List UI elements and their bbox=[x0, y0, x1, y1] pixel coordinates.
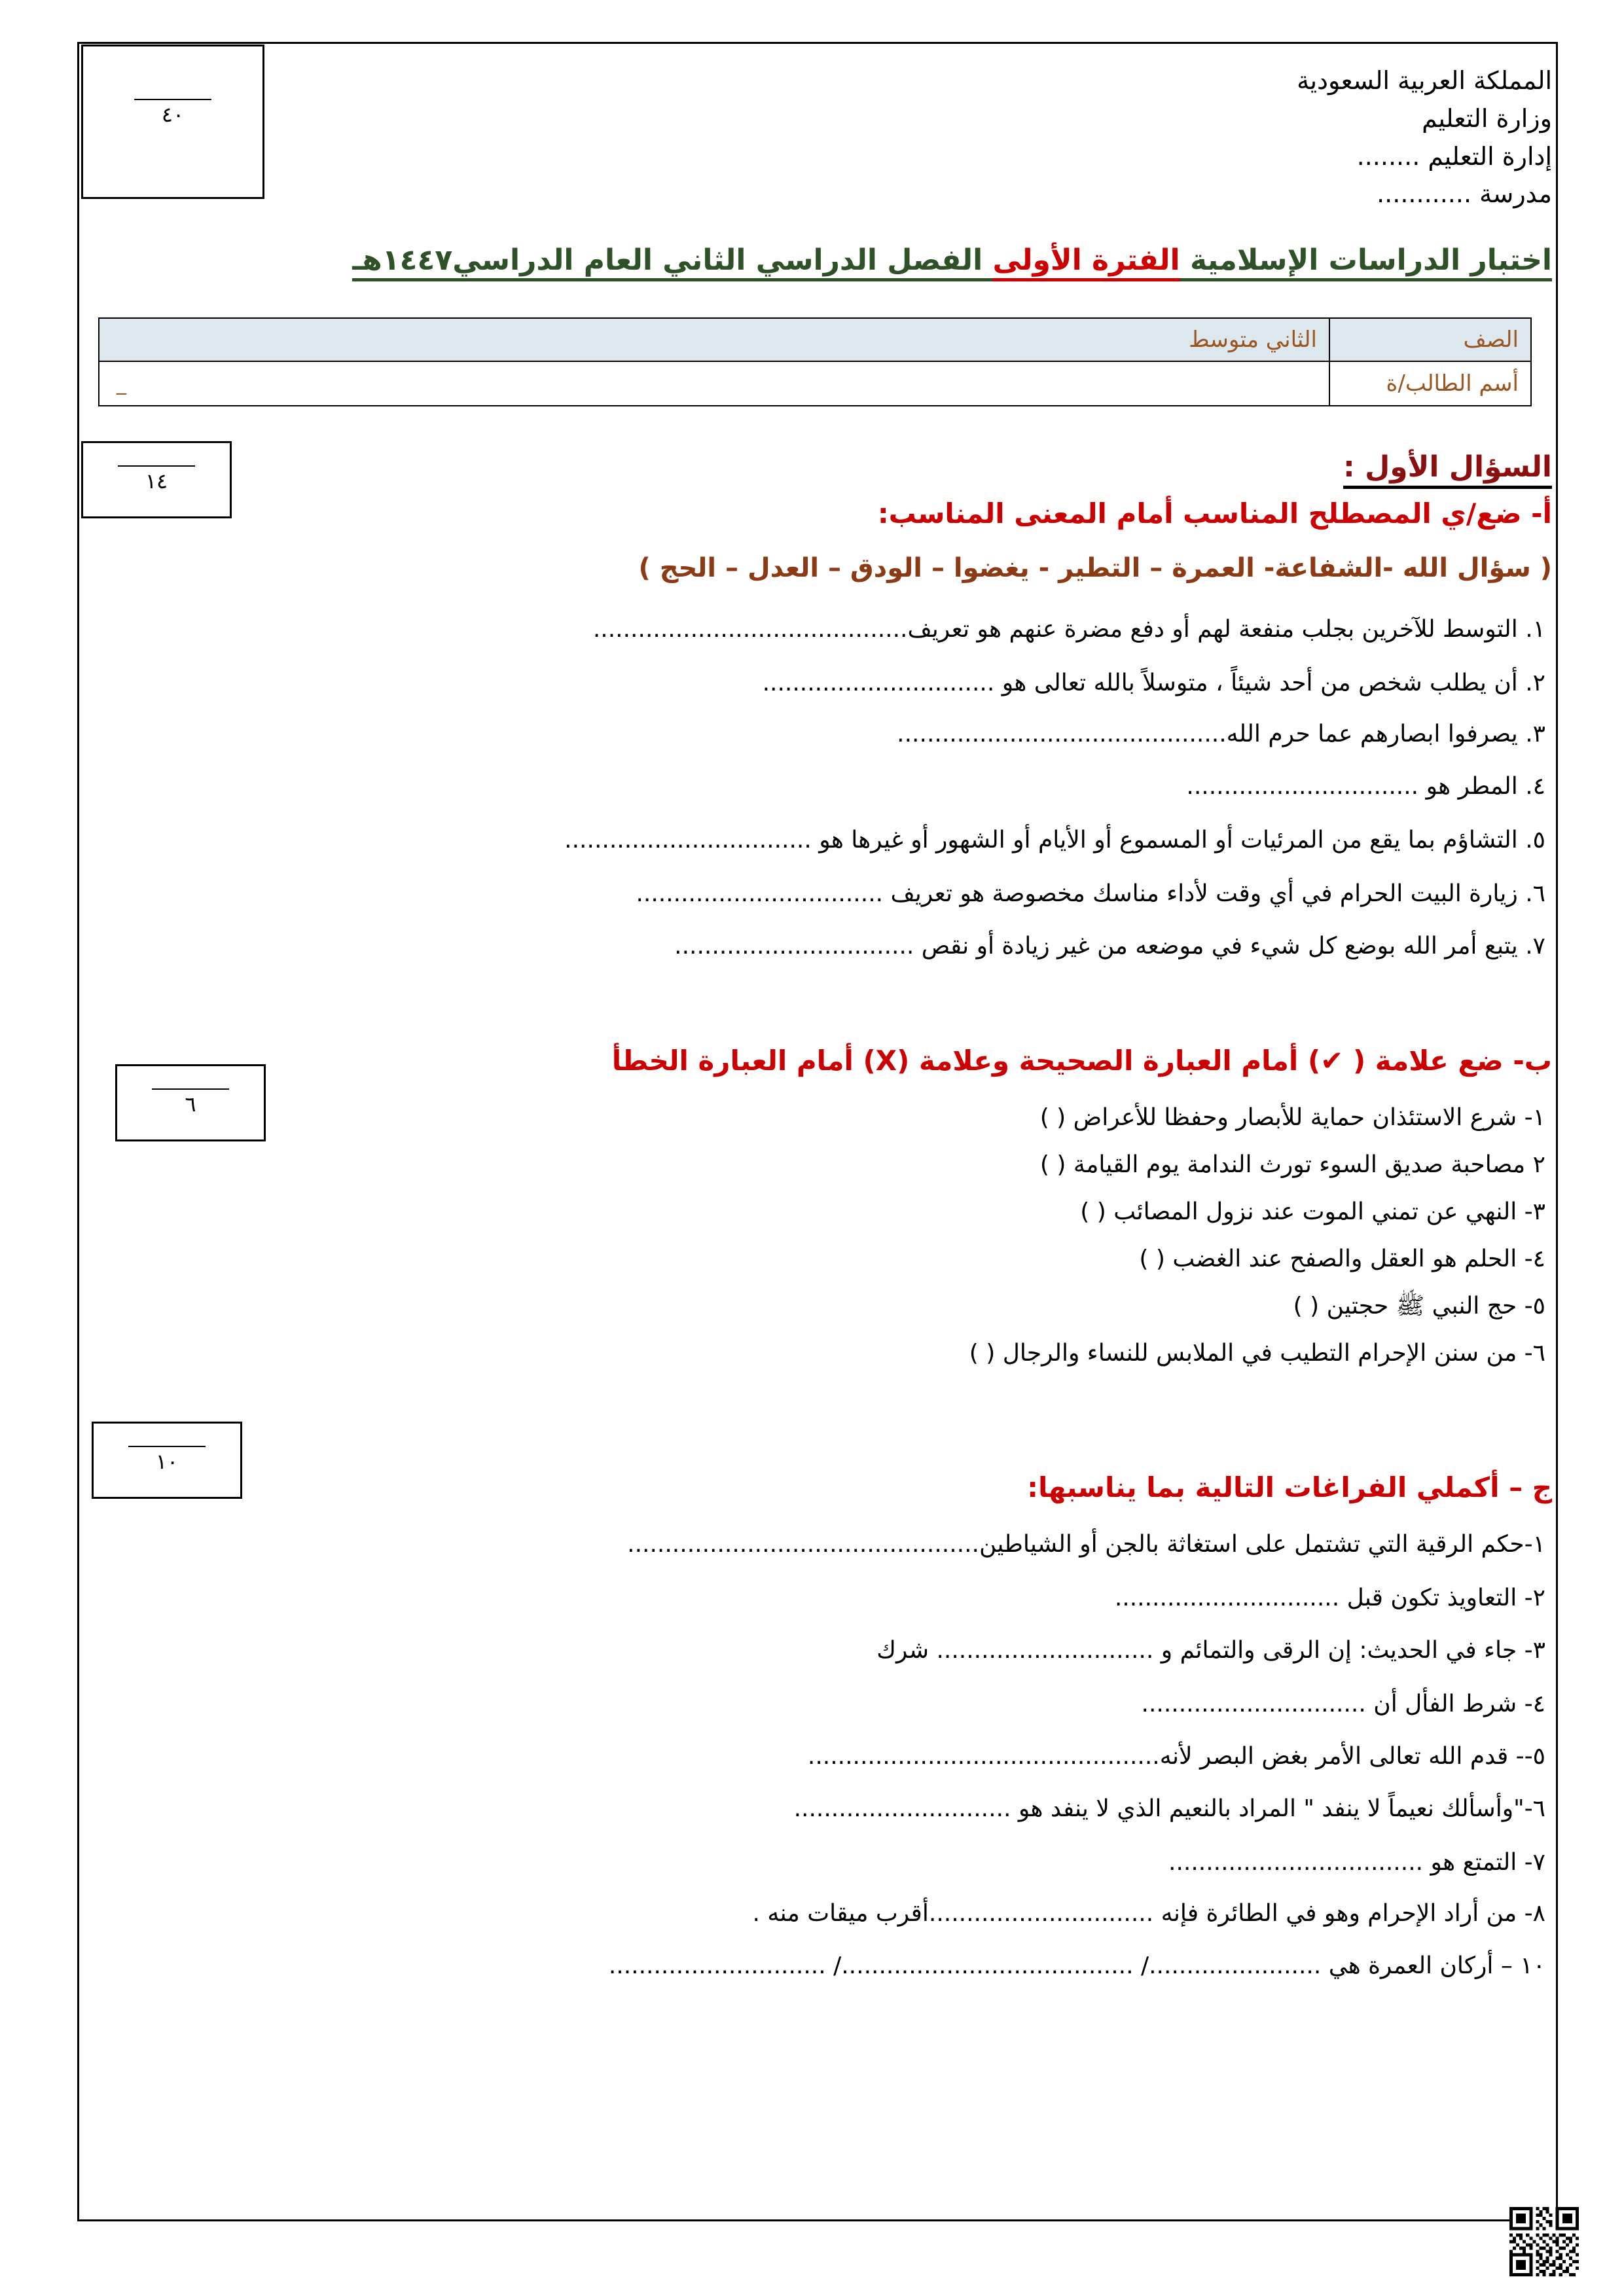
section-a-item-5[interactable]: ٥. التشاؤم بما يقع من المرئيات أو المسموع أو الأيام أو الشهور أو غيرها هو ................................. bbox=[564, 827, 1545, 853]
section-c-item-7[interactable]: ٧- التمتع هو .................................. bbox=[1168, 1849, 1545, 1876]
section-a-item-2[interactable]: ٢. أن يطلب شخص من أحد شيئاً ، متوسلاً بالله تعالى هو ............................... bbox=[762, 670, 1545, 696]
section-a-word-bank: ( سؤال الله -الشفاعة- العمرة – التطير - يغضوا – الودق – العدل – الحج ) bbox=[638, 553, 1552, 583]
total-score-fraction bbox=[134, 99, 212, 145]
class-value[interactable]: الثاني متوسط bbox=[99, 318, 1329, 361]
total-score-value: ٤٠ bbox=[161, 102, 185, 127]
section-a-score-box bbox=[81, 441, 232, 518]
section-b-item-2[interactable]: ٢ مصاحبة صديق السوء تورث الندامة يوم القيامة ( ) bbox=[1039, 1151, 1545, 1178]
exam-title bbox=[352, 243, 1552, 277]
exam-title-period-highlight: الفترة الأولى bbox=[992, 243, 1180, 281]
student-name-label: أسم الطالب/ة bbox=[1329, 361, 1531, 406]
exam-title-part1: اختبار الدراسات الإسلامية bbox=[1180, 243, 1552, 281]
section-b-score-fraction bbox=[151, 1088, 230, 1117]
qr-code bbox=[1509, 2207, 1579, 2276]
section-b-item-3[interactable]: ٣- النهي عن تمني الموت عند نزول المصائب ( ) bbox=[1080, 1198, 1545, 1225]
question-one-title bbox=[308, 450, 1552, 484]
section-b-item-5[interactable]: ٥- حج النبي ﷺ حجتين ( ) bbox=[1293, 1293, 1545, 1319]
section-c-score-box bbox=[92, 1422, 242, 1499]
section-c-item-8[interactable]: ٨- من أراد الإحرام وهو في الطائرة فإنه ..............................أقرب ميقات منه . bbox=[752, 1900, 1545, 1927]
section-c-item-3[interactable]: ٣- جاء في الحديث: إن الرقى والتمائم و ............................. شرك bbox=[876, 1637, 1545, 1664]
question-one-title-text: السؤال الأول : bbox=[1343, 450, 1552, 489]
section-c-score-fraction bbox=[128, 1446, 206, 1475]
section-b-item-1[interactable]: ١- شرع الاستئذان حماية للأبصار وحفظا للأعراض ( ) bbox=[1039, 1104, 1545, 1131]
section-a-item-6[interactable]: ٦. زيارة البيت الحرام في أي وقت لأداء مناسك مخصوصة هو تعريف ................................. bbox=[636, 880, 1545, 907]
class-label: الصف bbox=[1329, 318, 1531, 361]
section-b-score-value: ٦ bbox=[185, 1092, 196, 1117]
section-a-score-value: ١٤ bbox=[145, 469, 168, 493]
header-line-country: المملكة العربية السعودية bbox=[1297, 66, 1552, 95]
section-a-item-1[interactable]: ١. التوسط للآخرين بجلب منفعة لهم أو دفع مضرة عنهم هو تعريف.......................................... bbox=[592, 616, 1545, 643]
section-c-item-4[interactable]: ٤- شرط الفأل أن .............................. bbox=[1141, 1691, 1545, 1717]
student-name-input[interactable]: _ bbox=[99, 361, 1329, 406]
section-c-score-value: ١٠ bbox=[155, 1449, 179, 1474]
table-row-student-name bbox=[99, 361, 1531, 406]
section-c-item-1[interactable]: ١-حكم الرقية التي تشتمل على استغاثة بالجن أو الشياطين............................................... bbox=[627, 1531, 1545, 1558]
student-info-table bbox=[98, 317, 1532, 406]
section-c-item-6[interactable]: ٦-"وأسألك نعيماً لا ينفد " المراد بالنعيم الذي لا ينفد هو ............................. bbox=[793, 1795, 1545, 1822]
total-score-box bbox=[81, 45, 264, 199]
exam-title-part2: الفصل الدراسي الثاني العام الدراسي١٤٤٧هـ bbox=[352, 243, 992, 281]
header-line-directorate: إدارة التعليم ........ bbox=[1356, 141, 1552, 171]
section-c-heading: ج – أكملي الفراغات التالية بما يناسبها: bbox=[1027, 1471, 1552, 1503]
header-line-ministry: وزارة التعليم bbox=[1422, 103, 1552, 133]
section-a-item-4[interactable]: ٤. المطر هو ............................... bbox=[1186, 773, 1545, 800]
section-b-item-4[interactable]: ٤- الحلم هو العقل والصفح عند الغضب ( ) bbox=[1139, 1246, 1545, 1272]
section-c-item-5[interactable]: ٥-- قدم الله تعالى الأمر بغض البصر لأنه............................................... bbox=[807, 1743, 1545, 1770]
institution-header bbox=[701, 62, 1552, 213]
section-a-item-7[interactable]: ٧. يتبع أمر الله بوضع كل شيء في موضعه من غير زيادة أو نقص ................................ bbox=[674, 933, 1545, 960]
header-line-school: مدرسة ............ bbox=[1377, 179, 1552, 209]
table-row-class bbox=[99, 318, 1531, 361]
section-a-item-3[interactable]: ٣. يصرفوا ابصارهم عما حرم الله............................................ bbox=[897, 721, 1545, 747]
qr-code-graphic bbox=[1509, 2207, 1579, 2276]
section-a-score-fraction bbox=[117, 465, 196, 494]
section-c-item-10[interactable]: ١٠ – أركان العمرة هي ......................./ ......................................./ ............................. bbox=[608, 1952, 1545, 1979]
section-b-score-box bbox=[115, 1064, 266, 1141]
section-c-item-2[interactable]: ٢- التعاويذ تكون قبل .............................. bbox=[1114, 1585, 1545, 1611]
section-b-item-6[interactable]: ٦- من سنن الإحرام التطيب في الملابس للنساء والرجال ( ) bbox=[969, 1340, 1545, 1367]
section-b-heading: ب- ضع علامة ( ✔) أمام العبارة الصحيحة وعلامة (X) أمام العبارة الخطأ bbox=[611, 1045, 1552, 1077]
section-a-heading: أ- ضع/ي المصطلح المناسب أمام المعنى المناسب: bbox=[877, 497, 1552, 529]
